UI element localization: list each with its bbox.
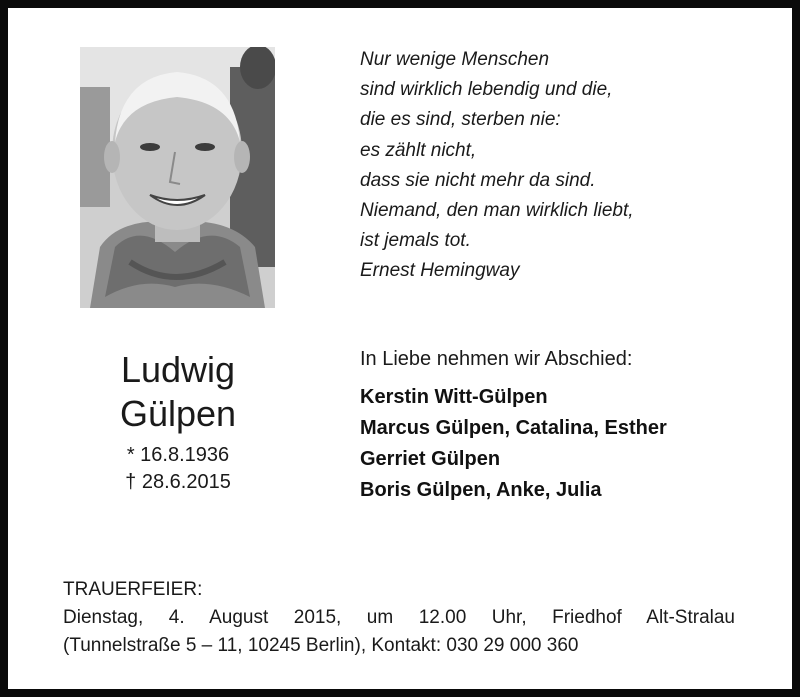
birth-date: * 16.8.1936 <box>126 444 230 466</box>
deceased-last-name: Gülpen <box>119 393 237 434</box>
ceremony-info <box>63 576 735 660</box>
mourner-entry: Gerriet Gülpen <box>360 448 501 470</box>
death-date: † 28.6.2015 <box>125 471 231 493</box>
poem-line: sind wirklich lebendig und die, <box>360 79 613 101</box>
poem-line: dass sie nicht mehr da sind. <box>360 169 596 191</box>
ceremony-heading: TRAUERFEIER: <box>63 579 203 600</box>
farewell-intro: In Liebe nehmen wir Abschied: <box>360 348 633 370</box>
poem-line: Niemand, den man wirklich liebt, <box>360 199 634 221</box>
poem-author: Ernest Hemingway <box>360 260 520 282</box>
poem-line: ist jemals tot. <box>360 230 471 252</box>
deceased-info <box>78 348 278 496</box>
mourners-list <box>360 382 667 506</box>
mourner-entry: Boris Gülpen, Anke, Julia <box>360 479 602 501</box>
mourner-entry: Marcus Gülpen, Catalina, Esther <box>360 417 667 439</box>
poem <box>360 45 634 287</box>
mourner-entry: Kerstin Witt-Gülpen <box>360 386 548 408</box>
ceremony-details: Dienstag, 4. August 2015, um 12.00 Uhr, Friedhof Alt-Stralau <box>63 607 735 628</box>
portrait-photo <box>80 47 275 308</box>
ceremony-address: (Tunnelstraße 5 – 11, 10245 Berlin), Kontakt: 030 29 000 360 <box>63 635 579 656</box>
portrait-image <box>80 47 275 308</box>
poem-line: Nur wenige Menschen <box>360 49 550 70</box>
poem-line: es zählt nicht, <box>360 139 477 161</box>
poem-line: die es sind, sterben nie: <box>360 109 561 131</box>
deceased-first-name: Ludwig <box>120 349 236 390</box>
